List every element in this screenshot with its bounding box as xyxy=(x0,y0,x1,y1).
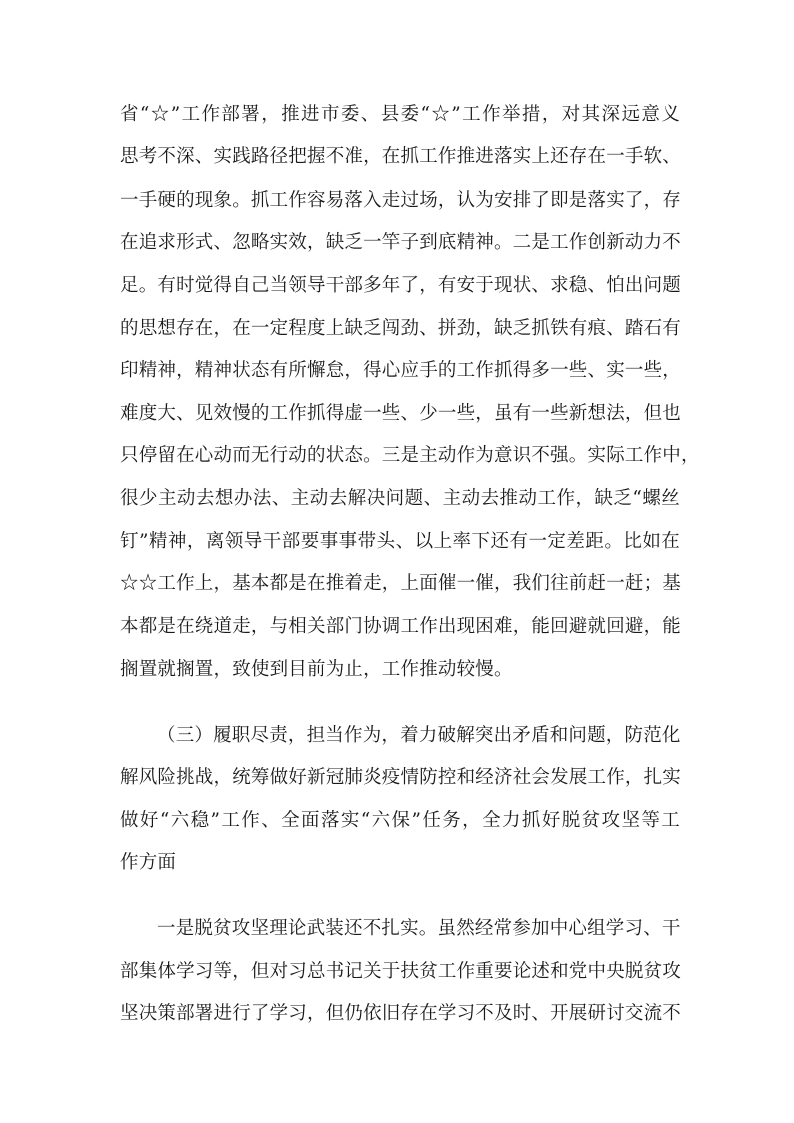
text-line: 本都是在绕道走，与相关部门协调工作出现困难，能回避就回避，能 xyxy=(120,616,682,637)
text-line: 难度大、见效慢的工作抓得虚一些、少一些，虽有一些新想法，但也 xyxy=(120,403,682,424)
section-heading-line: 解风险挑战，统筹做好新冠肺炎疫情防控和经济社会发展工作，扎实 xyxy=(120,767,682,788)
text-line: 思考不深、实践路径把握不准，在抓工作推进落实上还存在一手软、 xyxy=(120,146,682,167)
text-line: 只停留在心动而无行动的状态。三是主动作为意识不强。实际工作中， xyxy=(120,445,700,466)
text-line: 印精神，精神状态有所懈怠，得心应手的工作抓得多一些、实一些， xyxy=(120,360,682,381)
section-heading-line: 做好“六稳”工作、全面落实“六保”任务，全力抓好脱贫攻坚等工 xyxy=(120,810,680,831)
text-line: 很少主动去想办法、主动去解决问题、主动去推动工作，缺乏“螺丝 xyxy=(120,488,680,509)
section-heading-line: 作方面 xyxy=(120,852,177,873)
text-line: ☆☆工作上，基本都是在推着走，上面催一催，我们往前赶一赶；基 xyxy=(120,573,682,594)
text-line: 的思想存在，在一定程度上缺乏闯劲、拼劲，缺乏抓铁有痕、踏石有 xyxy=(120,318,682,339)
text-line: 搁置就搁置，致使到目前为止，工作推动较慢。 xyxy=(120,659,513,680)
text-line: 足。有时觉得自己当领导干部多年了，有安于现状、求稳、怕出问题 xyxy=(120,275,682,296)
text-line: 在追求形式、忽略实效，缺乏一竿子到底精神。二是工作创新动力不 xyxy=(120,232,682,253)
text-line: 省“☆”工作部署，推进市委、县委“☆”工作举措，对其深远意义 xyxy=(120,104,680,125)
text-line: 钉”精神，离领导干部要事事带头、以上率下还有一定差距。比如在 xyxy=(120,531,680,552)
text-line: 一手硬的现象。抓工作容易落入走过场，认为安排了即是落实了，存 xyxy=(120,190,682,211)
text-line: 部集体学习等，但对习总书记关于扶贫工作重要论述和党中央脱贫攻 xyxy=(120,961,682,982)
text-line: 一是脱贫攻坚理论武装还不扎实。虽然经常参加中心组学习、干 xyxy=(157,918,681,939)
section-heading-line: （三）履职尽责，担当作为，着力破解突出矛盾和问题，防范化 xyxy=(157,725,681,746)
text-line: 坚决策部署进行了学习，但仍依旧存在学习不及时、开展研讨交流不 xyxy=(120,1003,682,1024)
